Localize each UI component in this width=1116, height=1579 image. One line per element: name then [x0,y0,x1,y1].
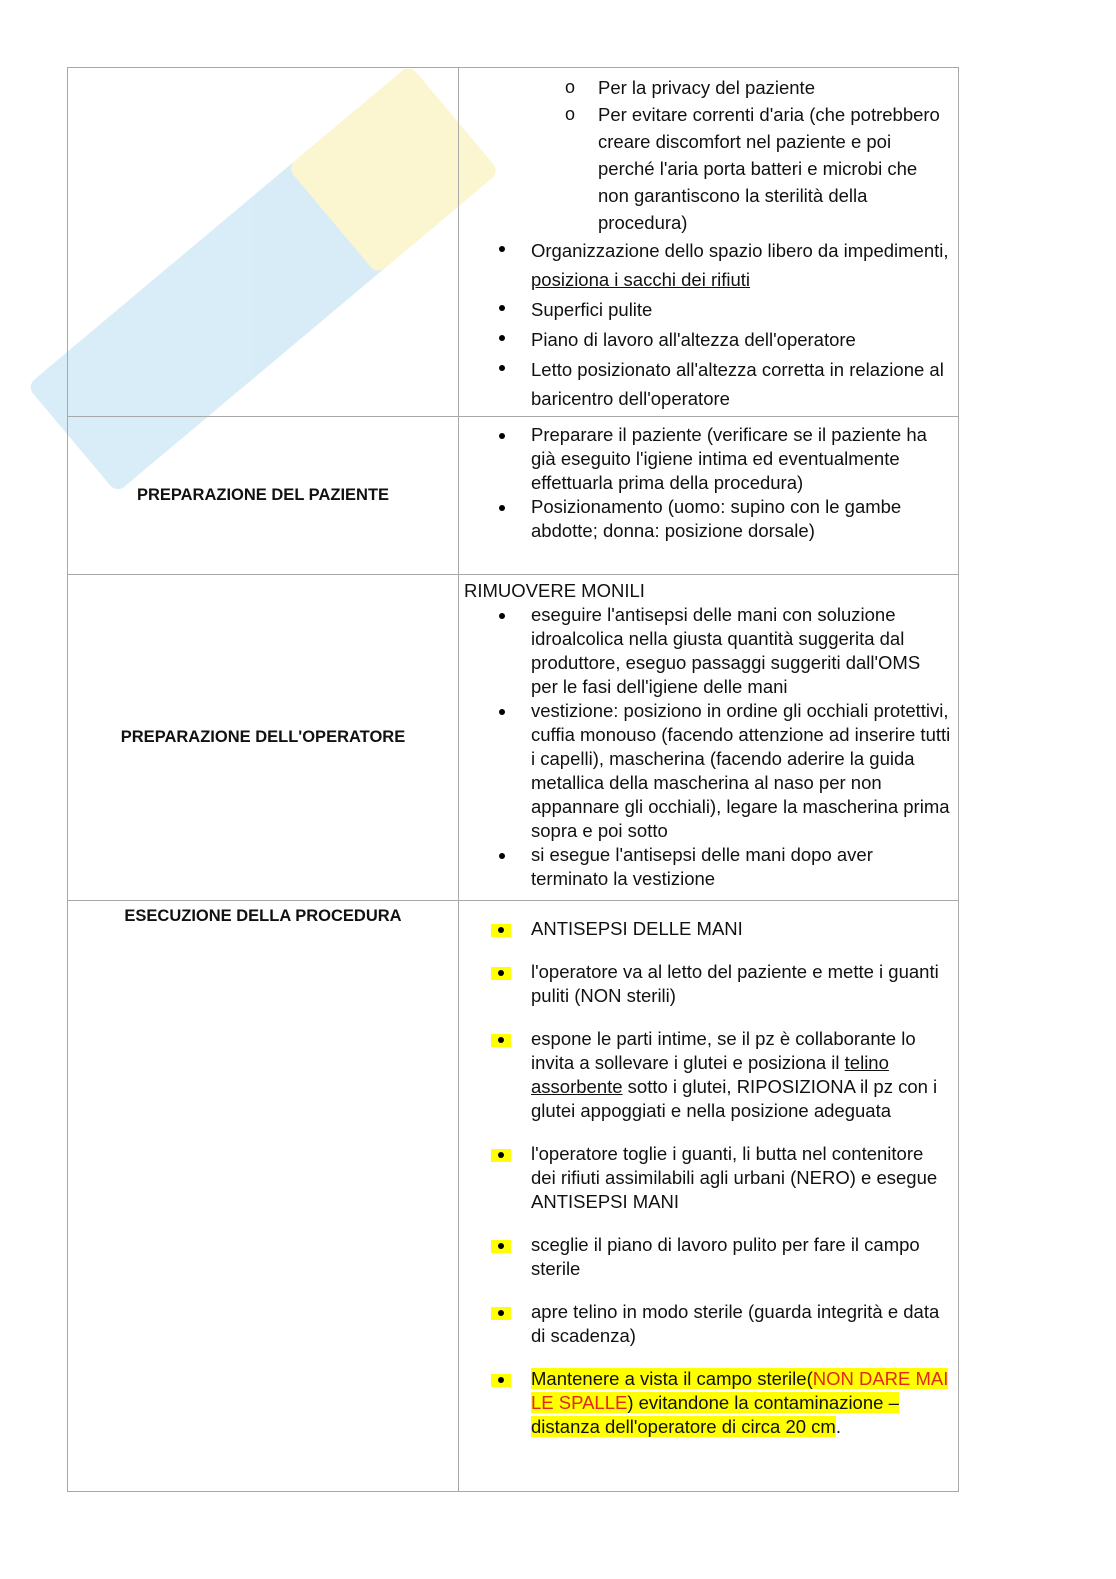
list-item: Superfici pulite [459,295,958,324]
item-text: Mantenere a vista il campo sterile( [531,1368,813,1389]
highlighted-text [531,1368,948,1437]
list-item: Preparare il paziente (verificare se il paziente ha già eseguito l'igiene intima ed eventualmente effettuarla prima della procedura) [459,423,958,495]
underlined-text: posiziona i sacchi dei rifiuti [531,269,751,290]
list-item: eseguire l'antisepsi delle mani con soluzione idroalcolica nella giusta quantità suggerita dal produttore, eseguo passaggi suggeriti dall'OMS per le fasi dell'igiene delle mani [459,603,958,699]
underlined-text: telino assorbente [531,1052,889,1097]
item-text: ) evitandone la contaminazione – distanza dell'operatore di circa 20 cm [531,1392,899,1437]
list-item: Posizionamento (uomo: supino con le gambe abdotte; donna: posizione dorsale) [459,495,958,543]
list-item: l'operatore toglie i guanti, li butta nel contenitore dei rifiuti assimilabili agli urbani (NERO) e esegue ANTISEPSI MANI [459,1142,958,1214]
list-item: sceglie il piano di lavoro pulito per fare il campo sterile [459,1233,958,1281]
row-label-text: ESECUZIONE DELLA PROCEDURA [124,907,402,925]
table-row [68,68,959,417]
table-row [68,417,959,575]
row-label-empty [68,68,459,417]
bullet-list [459,423,958,543]
row-label [68,901,459,1492]
item-text: sotto i glutei, RIPOSIZIONA il pz con i glutei appoggiati e nella posizione adeguata [531,1076,938,1121]
row-label: PREPARAZIONE DEL PAZIENTE [68,417,459,575]
list-item: si esegue l'antisepsi delle mani dopo aver terminato la vestizione [459,843,958,891]
list-item: vestizione: posiziono in ordine gli occhiali protettivi, cuffia monouso (facendo attenzione ad inserire tutti i capelli), mascherina (facendo aderire la guida metallica della mascherina al naso per non appannare gli occhiali), legare la mascherina prima sopra e poi sotto [459,699,958,843]
list-item [459,1027,958,1123]
list-item: Piano di lavoro all'altezza dell'operatore [459,325,958,354]
row-intro: RIMUOVERE MONILI [464,580,645,601]
item-text: Organizzazione dello spazio libero da impedimenti, [531,240,949,261]
row-content [459,901,959,1492]
table-row [68,901,959,1492]
item-text: espone le parti intime, se il pz è collaborante lo invita a sollevare i glutei e posiziona il [531,1028,916,1073]
bullet-list [459,236,958,413]
bullet-list [459,603,958,891]
list-item: l'operatore va al letto del paziente e mette i guanti puliti (NON sterili) [459,960,958,1008]
row-content [459,575,959,901]
row-content [459,68,959,417]
procedure-table [67,67,959,1492]
list-item: Letto posizionato all'altezza corretta in relazione al baricentro dell'operatore [459,355,958,413]
sub-list-item: o Per la privacy del paziente [459,74,958,101]
sub-list-item: o Per evitare correnti d'aria (che potrebbero creare discomfort nel paziente e poi perché l'aria porta batteri e microbi che non garantiscono la sterilità della procedura) [459,101,958,236]
sub-list [459,74,958,236]
item-text: . [835,1416,841,1437]
row-content [459,417,959,575]
list-item: ANTISEPSI DELLE MANI [459,917,958,941]
warning-text: NON DARE MAI LE SPALLE [531,1368,949,1413]
list-item [459,1367,958,1439]
list-item [459,236,958,294]
row-label: PREPARAZIONE DELL'OPERATORE [68,575,459,901]
bullet-list [459,917,958,1439]
list-item: apre telino in modo sterile (guarda integrità e data di scadenza) [459,1300,958,1348]
table-row [68,575,959,901]
